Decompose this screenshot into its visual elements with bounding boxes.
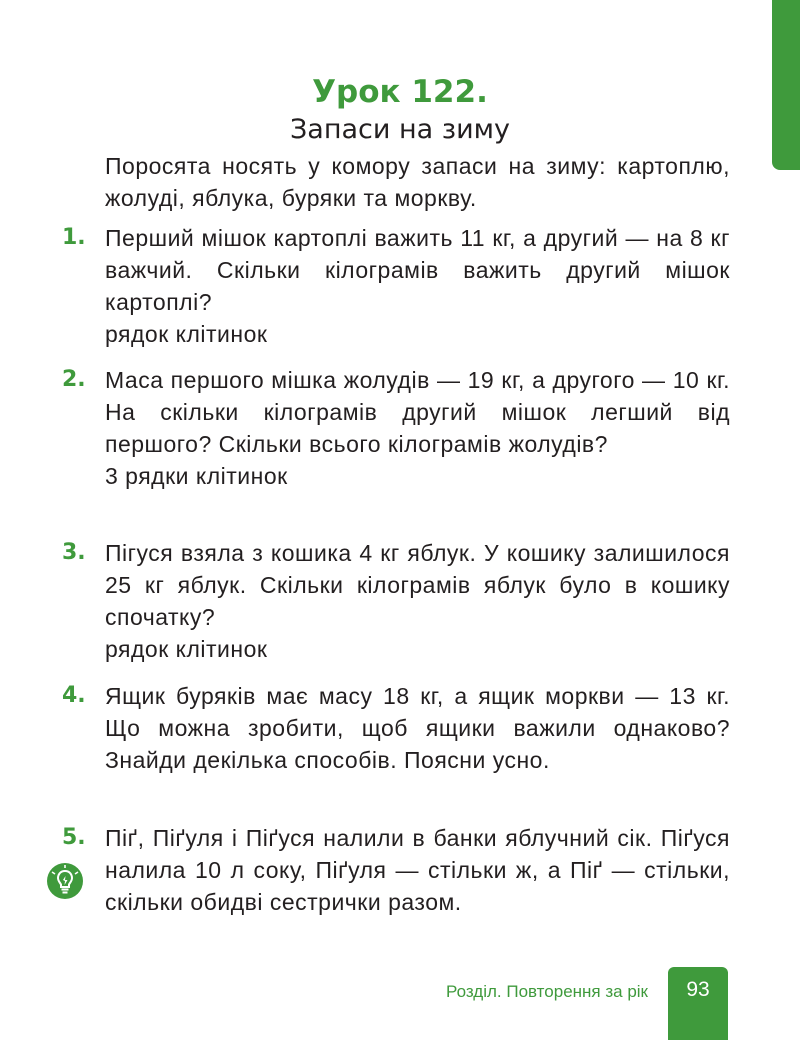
task-text xyxy=(105,680,730,776)
task-number: 5. xyxy=(62,825,86,850)
task-body: Піґ, Піґуля і Піґуся налили в банки яблучний сік. Піґуся налила 10 л соку, Піґуля — стільки ж, а Піґ — стільки, скільки обидві сестрички разом. xyxy=(105,825,730,915)
task-note: 3 рядки клітинок xyxy=(105,463,288,489)
task-body: Ящик буряків має масу 18 кг, а ящик моркви — 13 кг. Що можна зробити, щоб ящики важили однаково? Знайди декілька способів. Поясни усно. xyxy=(105,683,730,773)
lesson-subtitle: Запаси на зиму xyxy=(289,114,511,145)
task-body: Пігуся взяла з кошика 4 кг яблук. У кошику залишилося 25 кг яблук. Скільки кілограмів яблук було в кошику спочатку? xyxy=(105,540,730,630)
task-number: 4. xyxy=(62,683,86,708)
task-text xyxy=(105,364,730,492)
task-text xyxy=(105,222,730,350)
task-note: рядок клітинок xyxy=(105,636,268,662)
page-number-box xyxy=(668,967,728,1040)
task-note: рядок клітинок xyxy=(105,321,268,347)
task-number: 1. xyxy=(62,225,86,250)
lightbulb-icon xyxy=(46,862,84,900)
lesson-title: Урок 122. xyxy=(312,74,488,110)
task-body: Перший мішок картоплі важить 11 кг, а другий — на 8 кг важчий. Скільки кілограмів важить другий мішок картоплі? xyxy=(105,225,730,315)
task-number: 3. xyxy=(62,540,86,565)
intro-paragraph: Поросята носять у комору запаси на зиму: картоплю, жолуді, яблука, буряки та моркву. xyxy=(105,153,730,211)
task-text xyxy=(105,537,730,665)
section-label: Розділ. Повторення за рік xyxy=(446,982,648,1001)
task-body: Маса першого мішка жолудів — 19 кг, а другого — 10 кг. На скільки кілограмів другий мішок легший від першого? Скільки всього кілограмів жолудів? xyxy=(105,367,730,457)
task-text xyxy=(105,822,730,918)
page-number: 93 xyxy=(686,978,710,1001)
task-number: 2. xyxy=(62,367,86,392)
